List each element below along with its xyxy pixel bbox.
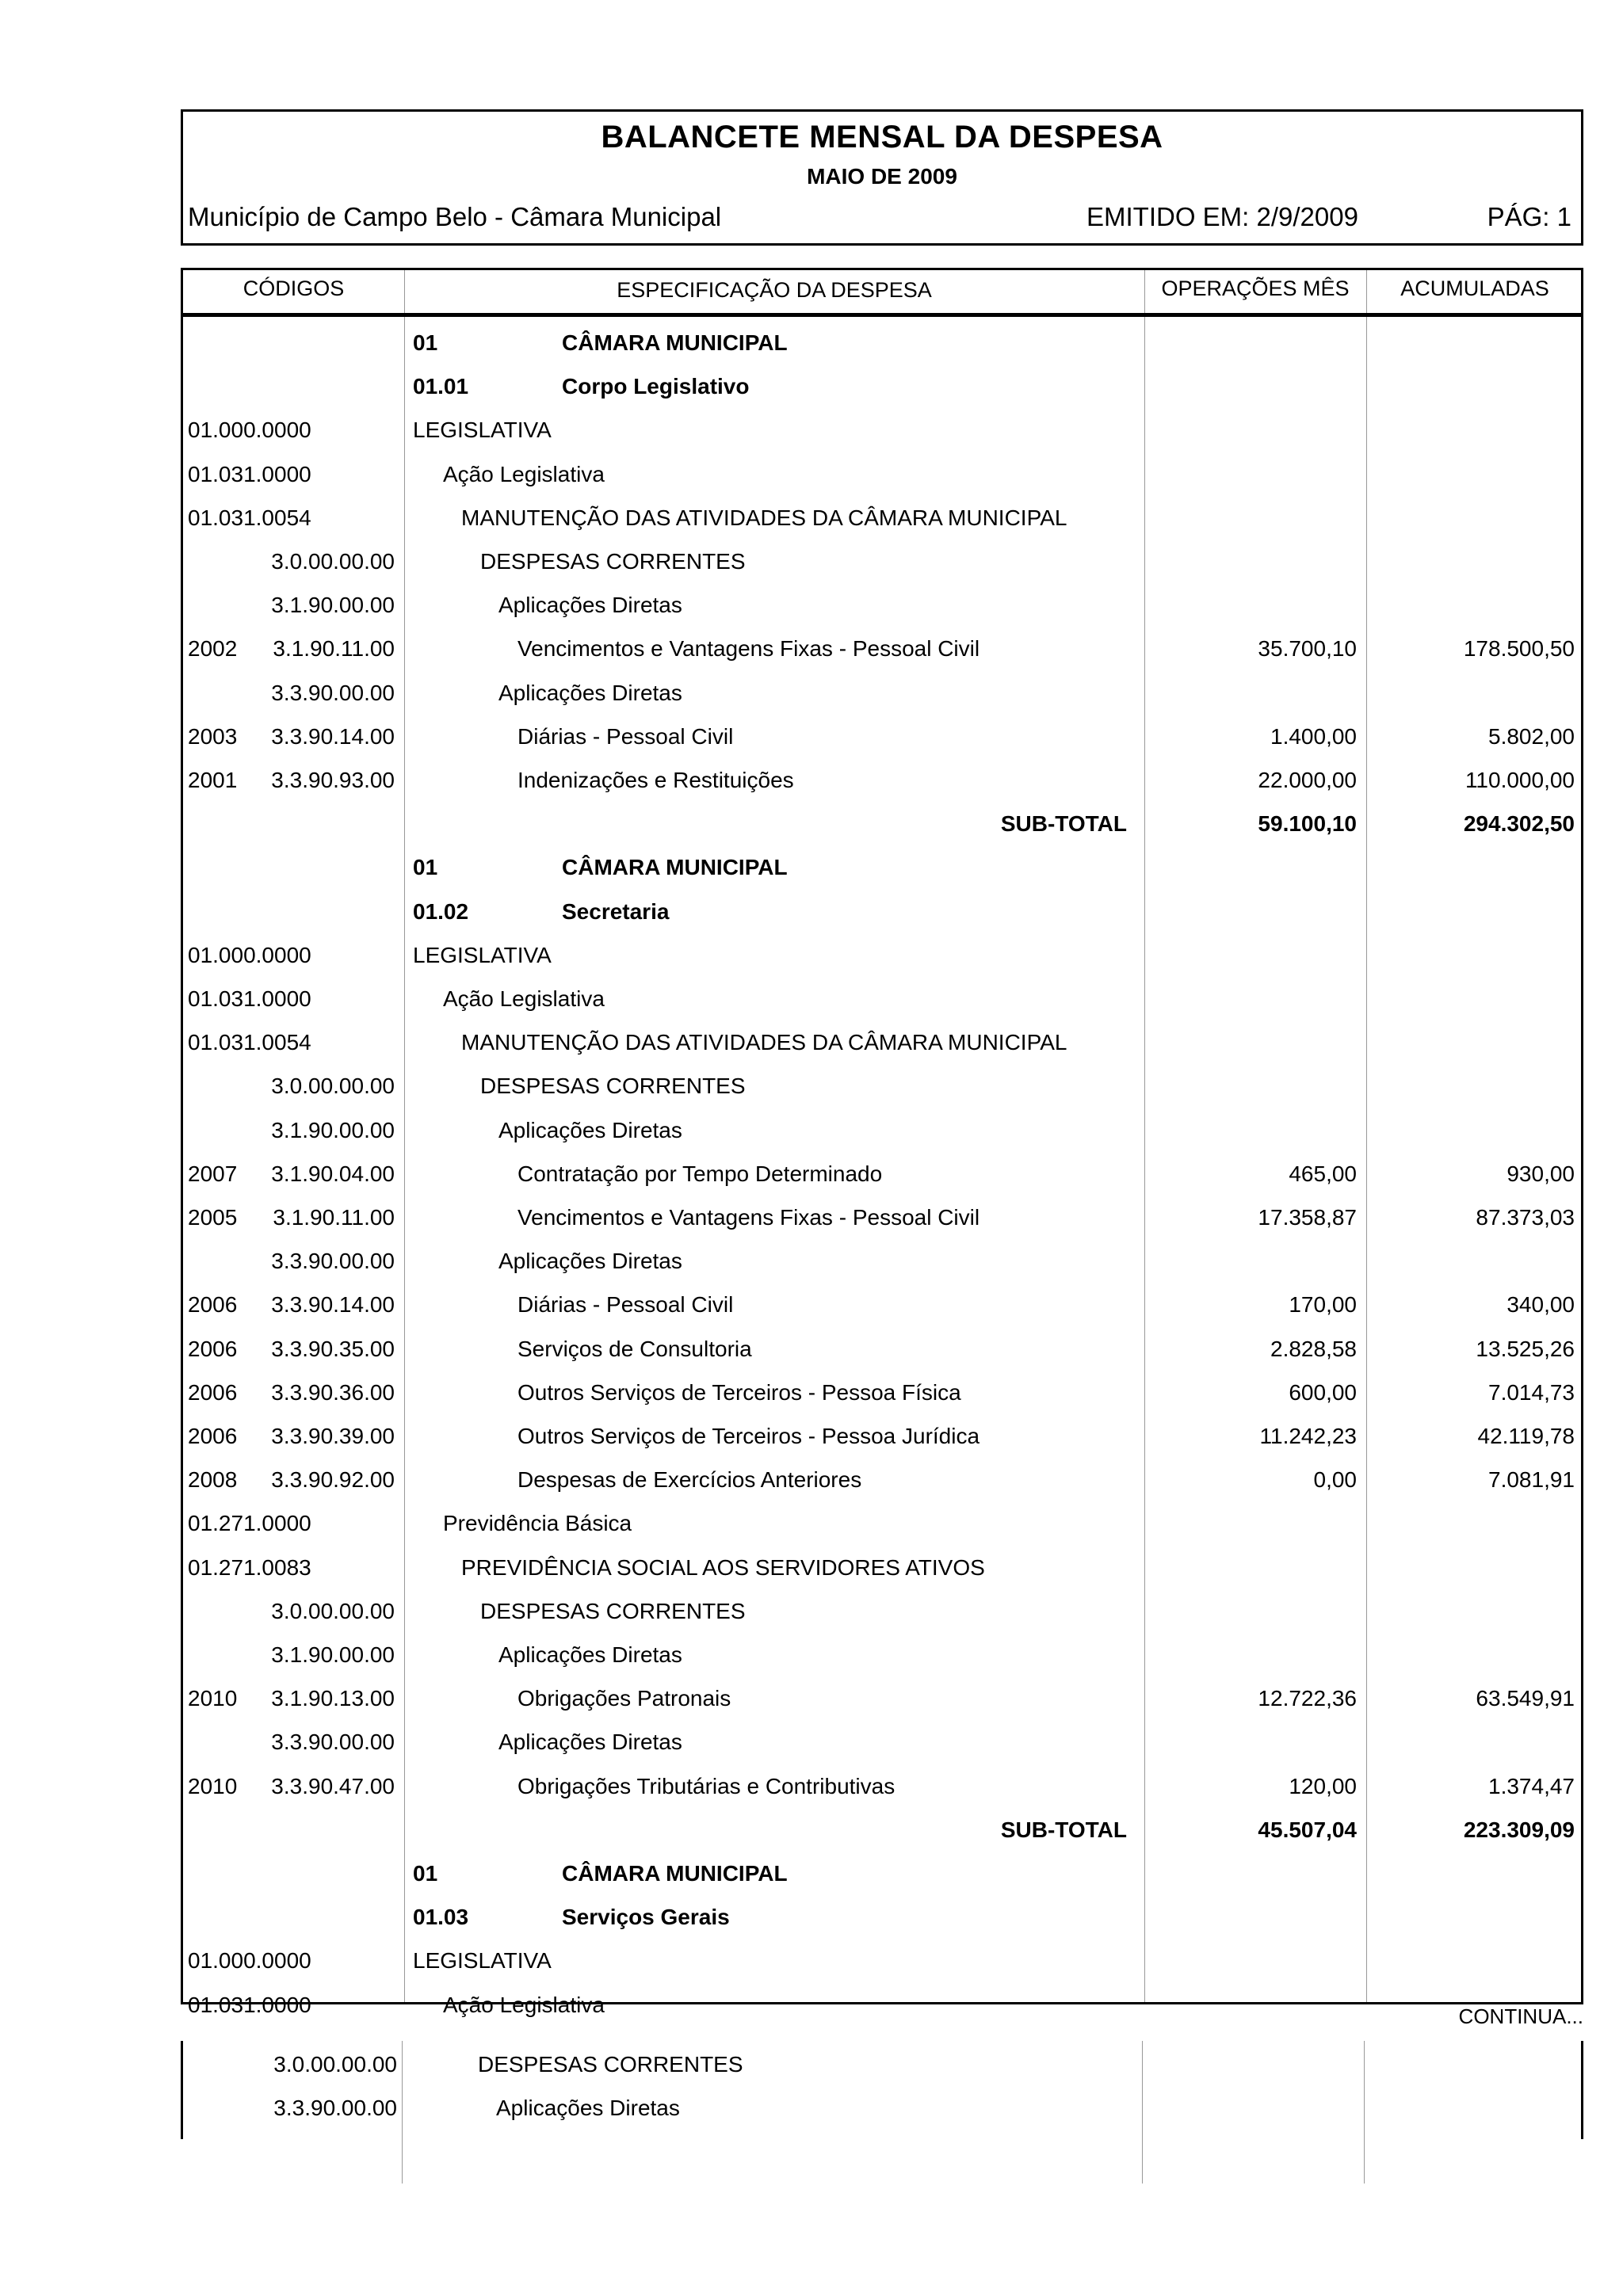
expense-description: DESPESAS CORRENTES <box>480 549 746 574</box>
accumulated-amount: 13.525,26 <box>1476 1336 1575 1361</box>
expense-description: Vencimentos e Vantagens Fixas - Pessoal Civil <box>517 1205 980 1230</box>
unit-code: 01.02 <box>413 898 469 924</box>
table-row <box>183 1238 1581 1281</box>
element-code: 3.0.00.00.00 <box>271 1074 395 1099</box>
expense-description: Aplicações Diretas <box>498 593 682 618</box>
table-row <box>183 1325 1581 1369</box>
source-code: 2001 <box>188 768 238 792</box>
source-code: 2006 <box>188 1379 238 1405</box>
table-row <box>183 1369 1581 1413</box>
element-code: 3.3.90.92.00 <box>271 1467 395 1493</box>
month-amount: 600,00 <box>1289 1379 1357 1405</box>
expense-description: Aplicações Diretas <box>498 1249 682 1274</box>
expense-description: Outros Serviços de Terceiros - Pessoa Física <box>517 1379 961 1405</box>
expense-description: Ação Legislativa <box>443 1992 605 2017</box>
table-row <box>183 1107 1581 1150</box>
expense-description: DESPESAS CORRENTES <box>478 2052 743 2077</box>
functional-code: 01.000.0000 <box>188 942 311 967</box>
col-header-accum: ACUMULADAS <box>1400 277 1549 300</box>
continuation-fragment <box>181 2041 1583 2183</box>
subtotal-month: 45.507,04 <box>1258 1817 1357 1842</box>
table-row <box>183 1062 1581 1106</box>
element-code: 3.3.90.35.00 <box>271 1336 395 1361</box>
expense-description: LEGISLATIVA <box>413 418 552 443</box>
month-amount: 0,00 <box>1313 1467 1357 1493</box>
element-code: 3.3.90.47.00 <box>271 1773 395 1798</box>
table-row <box>183 975 1581 1019</box>
element-code: 3.3.90.36.00 <box>271 1379 395 1405</box>
expense-description: Aplicações Diretas <box>496 2096 680 2121</box>
report-title: BALANCETE MENSAL DA DESPESA <box>601 120 1163 154</box>
expense-description: Diárias - Pessoal Civil <box>517 1292 734 1318</box>
table-row <box>183 1937 1581 1981</box>
table-row <box>183 1500 1581 1543</box>
unit-code: 01.01 <box>413 374 469 399</box>
table-row <box>183 494 1581 538</box>
table-row <box>183 1675 1581 1718</box>
expense-description: Despesas de Exercícios Anteriores <box>517 1467 862 1493</box>
subtotal-label: SUB-TOTAL <box>1000 811 1127 837</box>
accumulated-amount: 340,00 <box>1507 1292 1575 1318</box>
element-code: 3.3.90.14.00 <box>271 1292 395 1318</box>
col-header-spec: ESPECIFICAÇÃO DA DESPESA <box>617 278 932 302</box>
element-code: 3.0.00.00.00 <box>273 2052 397 2077</box>
unit-code: 01 <box>413 855 438 880</box>
expense-description: Diárias - Pessoal Civil <box>517 723 734 749</box>
element-code: 3.1.90.11.00 <box>273 636 395 662</box>
unit-code: 01 <box>413 1861 438 1886</box>
source-code: 2007 <box>188 1161 238 1186</box>
element-code: 3.3.90.14.00 <box>271 723 395 749</box>
expense-description: MANUTENÇÃO DAS ATIVIDADES DA CÂMARA MUNICIPAL <box>461 505 1067 530</box>
source-code: 2003 <box>188 723 238 749</box>
table-row <box>183 582 1581 625</box>
table-row <box>183 1194 1581 1238</box>
table-row <box>183 319 1581 363</box>
element-code: 3.1.90.00.00 <box>271 1117 395 1142</box>
accumulated-amount: 5.802,00 <box>1488 723 1575 749</box>
unit-name: Secretaria <box>562 898 670 924</box>
element-code: 3.3.90.93.00 <box>271 768 395 792</box>
element-code: 3.1.90.00.00 <box>271 593 395 618</box>
expense-description: DESPESAS CORRENTES <box>480 1074 746 1099</box>
expense-description: Vencimentos e Vantagens Fixas - Pessoal Civil <box>517 636 980 662</box>
month-amount: 22.000,00 <box>1258 768 1357 792</box>
month-amount: 35.700,10 <box>1258 636 1357 662</box>
expense-description: Aplicações Diretas <box>498 1642 682 1667</box>
expense-description: Obrigações Tributárias e Contributivas <box>517 1773 896 1798</box>
subtotal-month: 59.100,10 <box>1258 811 1357 837</box>
expense-description: MANUTENÇÃO DAS ATIVIDADES DA CÂMARA MUNICIPAL <box>461 1030 1067 1055</box>
source-code: 2002 <box>188 636 238 662</box>
month-amount: 465,00 <box>1289 1161 1357 1186</box>
continues-note: CONTINUA... <box>1458 2004 1583 2028</box>
unit-name: CÂMARA MUNICIPAL <box>562 330 788 355</box>
table-row <box>181 2041 1583 2084</box>
table-row <box>183 932 1581 975</box>
header-rule <box>183 313 1581 317</box>
table-row <box>183 1413 1581 1456</box>
expense-description: Ação Legislativa <box>443 986 605 1011</box>
expense-description: LEGISLATIVA <box>413 1948 552 1974</box>
month-amount: 17.358,87 <box>1258 1205 1357 1230</box>
col-header-month: OPERAÇÕES MÊS <box>1161 277 1350 300</box>
table-row <box>183 800 1581 844</box>
element-code: 3.3.90.00.00 <box>273 2096 397 2121</box>
accumulated-amount: 7.014,73 <box>1488 1379 1575 1405</box>
unit-name: Serviços Gerais <box>562 1905 730 1930</box>
month-amount: 2.828,58 <box>1270 1336 1357 1361</box>
table-row <box>183 888 1581 932</box>
expense-description: Previdência Básica <box>443 1511 632 1536</box>
table-row <box>183 451 1581 494</box>
table-row <box>183 1588 1581 1631</box>
functional-code: 01.271.0083 <box>188 1554 311 1580</box>
functional-code: 01.271.0000 <box>188 1511 311 1536</box>
table-row <box>183 538 1581 582</box>
element-code: 3.3.90.00.00 <box>271 680 395 705</box>
element-code: 3.1.90.11.00 <box>273 1205 395 1230</box>
source-code: 2006 <box>188 1336 238 1361</box>
month-amount: 120,00 <box>1289 1773 1357 1798</box>
functional-code: 01.031.0000 <box>188 461 311 486</box>
source-code: 2005 <box>188 1205 238 1230</box>
report-header <box>181 109 1583 246</box>
table-row <box>183 1281 1581 1325</box>
unit-code: 01 <box>413 330 438 355</box>
unit-name: CÂMARA MUNICIPAL <box>562 1861 788 1886</box>
accumulated-amount: 63.549,91 <box>1476 1686 1575 1711</box>
table-row <box>183 1456 1581 1500</box>
expense-description: DESPESAS CORRENTES <box>480 1598 746 1623</box>
month-amount: 170,00 <box>1289 1292 1357 1318</box>
expense-description: Aplicações Diretas <box>498 1117 682 1142</box>
table-row <box>181 2084 1583 2128</box>
unit-name: Corpo Legislativo <box>562 374 750 399</box>
expense-description: Aplicações Diretas <box>498 680 682 705</box>
table-row <box>183 1763 1581 1806</box>
source-code: 2010 <box>188 1686 238 1711</box>
issued-date: EMITIDO EM: 2/9/2009 <box>1086 202 1358 231</box>
accumulated-amount: 87.373,03 <box>1476 1205 1575 1230</box>
functional-code: 01.031.0054 <box>188 1030 311 1055</box>
expense-description: Serviços de Consultoria <box>517 1336 752 1361</box>
functional-code: 01.031.0054 <box>188 505 311 530</box>
functional-code: 01.000.0000 <box>188 1948 311 1974</box>
source-code: 2008 <box>188 1467 238 1493</box>
expense-description: PREVIDÊNCIA SOCIAL AOS SERVIDORES ATIVOS <box>461 1554 985 1580</box>
subtotal-accumulated: 294.302,50 <box>1463 811 1575 837</box>
unit-code: 01.03 <box>413 1905 469 1930</box>
element-code: 3.1.90.04.00 <box>271 1161 395 1186</box>
table-row <box>183 1544 1581 1588</box>
table-row <box>183 363 1581 406</box>
accumulated-amount: 42.119,78 <box>1477 1424 1575 1448</box>
table-row <box>183 669 1581 713</box>
expense-description: LEGISLATIVA <box>413 942 552 967</box>
source-code: 2006 <box>188 1424 238 1448</box>
functional-code: 01.031.0000 <box>188 1992 311 2017</box>
accumulated-amount: 7.081,91 <box>1488 1467 1575 1493</box>
element-code: 3.3.90.00.00 <box>271 1249 395 1274</box>
table-row <box>183 1894 1581 1937</box>
accumulated-amount: 178.500,50 <box>1463 636 1575 662</box>
page-number: PÁG: 1 <box>1487 202 1571 231</box>
expense-description: Ação Legislativa <box>443 461 605 486</box>
element-code: 3.1.90.00.00 <box>271 1642 395 1667</box>
col-header-codes: CÓDIGOS <box>242 277 345 300</box>
table-row <box>183 844 1581 887</box>
expense-description: Contratação por Tempo Determinado <box>517 1161 883 1186</box>
table-row <box>183 1718 1581 1762</box>
functional-code: 01.000.0000 <box>188 418 311 443</box>
table-row <box>183 1981 1581 2025</box>
table-row <box>183 1019 1581 1062</box>
table-row <box>183 625 1581 669</box>
month-amount: 1.400,00 <box>1270 723 1357 749</box>
element-code: 3.3.90.00.00 <box>271 1730 395 1755</box>
organization-name: Município de Campo Belo - Câmara Municipal <box>188 202 722 231</box>
table-row <box>183 1850 1581 1894</box>
month-amount: 11.242,23 <box>1259 1424 1357 1448</box>
table-row <box>183 1806 1581 1850</box>
element-code: 3.3.90.39.00 <box>271 1424 395 1448</box>
month-amount: 12.722,36 <box>1258 1686 1357 1711</box>
accumulated-amount: 930,00 <box>1507 1161 1575 1186</box>
expense-description: Obrigações Patronais <box>517 1686 731 1711</box>
table-row <box>183 406 1581 450</box>
table-row <box>183 1150 1581 1194</box>
functional-code: 01.031.0000 <box>188 986 311 1011</box>
expense-description: Aplicações Diretas <box>498 1730 682 1755</box>
accumulated-amount: 110.000,00 <box>1465 768 1575 792</box>
source-code: 2006 <box>188 1292 238 1318</box>
table-row <box>183 713 1581 757</box>
subtotal-accumulated: 223.309,09 <box>1463 1817 1575 1842</box>
expense-description: Indenizações e Restituições <box>517 768 794 792</box>
table-row <box>183 1631 1581 1675</box>
expense-description: Outros Serviços de Terceiros - Pessoa Jurídica <box>517 1424 980 1448</box>
source-code: 2010 <box>188 1773 238 1798</box>
element-code: 3.0.00.00.00 <box>271 549 395 574</box>
element-code: 3.1.90.13.00 <box>271 1686 395 1711</box>
unit-name: CÂMARA MUNICIPAL <box>562 855 788 880</box>
subtotal-label: SUB-TOTAL <box>1000 1817 1127 1842</box>
element-code: 3.0.00.00.00 <box>271 1598 395 1623</box>
accumulated-amount: 1.374,47 <box>1488 1773 1575 1798</box>
table-row <box>183 757 1581 800</box>
report-period: MAIO DE 2009 <box>807 164 957 189</box>
